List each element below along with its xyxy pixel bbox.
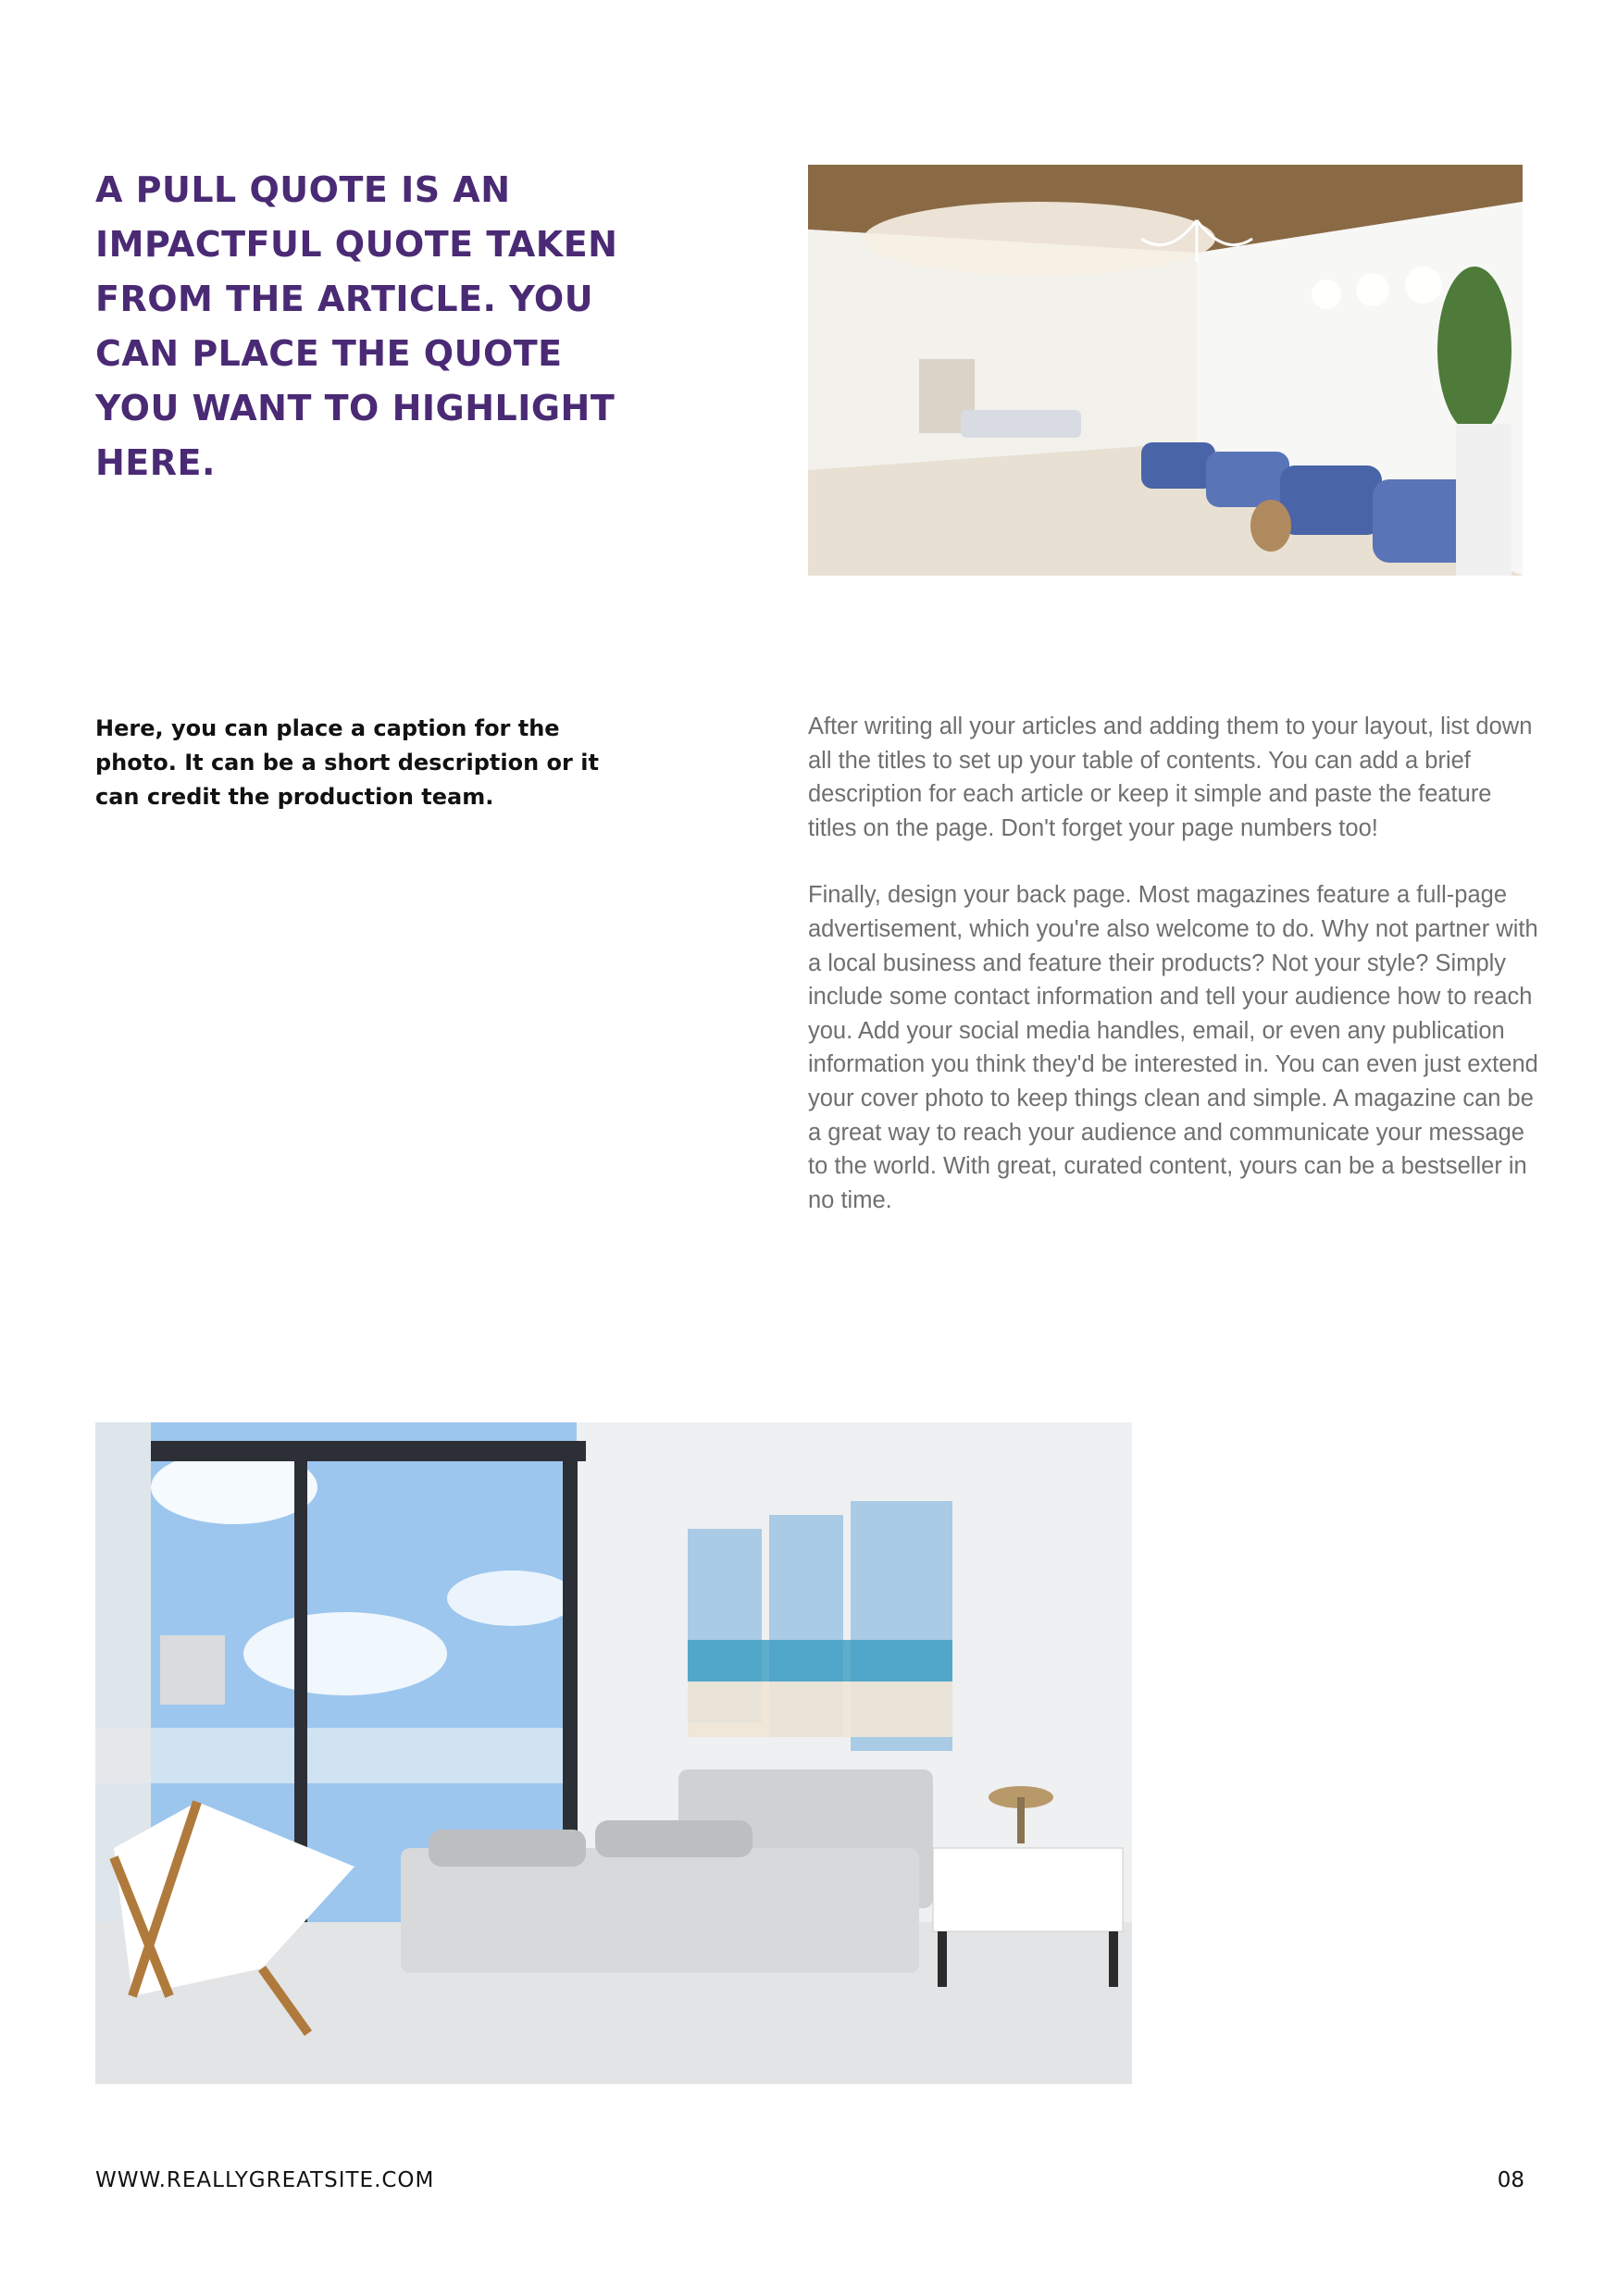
body-paragraph: Finally, design your back page. Most magazines feature a full-page advertisement, which you're also welcome to do. Why not partner with a local business and feature their products? Not your style? Simply include some contact information and tell your audience how to reach you. Add your social media handles, email, or even any publication information you think they'd be interested in. You can even just extend your cover photo to keep things clean and simple. A magazine can be a great way to reach your audience and communicate your message to the world. With great, curated content, yours can be a bestseller in no time. — [808, 882, 1538, 1213]
footer-url[interactable]: WWW.REALLYGREATSITE.COM — [95, 2168, 435, 2192]
photo-caption: Here, you can place a caption for the photo. It can be a short description or it can credit the production team. — [95, 715, 599, 810]
body-paragraph: After writing all your articles and adding them to your layout, list down all the titles to set up your table of contents. You can add a brief description for each article or keep it simple and paste the feature titles on the page. Don't forget your page numbers too! — [808, 714, 1533, 841]
article-body — [808, 710, 1539, 1250]
bedroom-photo — [95, 1422, 1132, 2084]
lobby-photo — [808, 165, 1523, 576]
bedroom-illustration — [95, 1422, 1132, 2084]
page-number: 08 — [1497, 2168, 1524, 2192]
pull-quote: A PULL QUOTE IS AN IMPACTFUL QUOTE TAKEN FROM THE ARTICLE. YOU CAN PLACE THE QUOTE YOU WANT TO HIGHLIGHT HERE. — [95, 169, 618, 483]
lobby-illustration — [808, 165, 1523, 576]
